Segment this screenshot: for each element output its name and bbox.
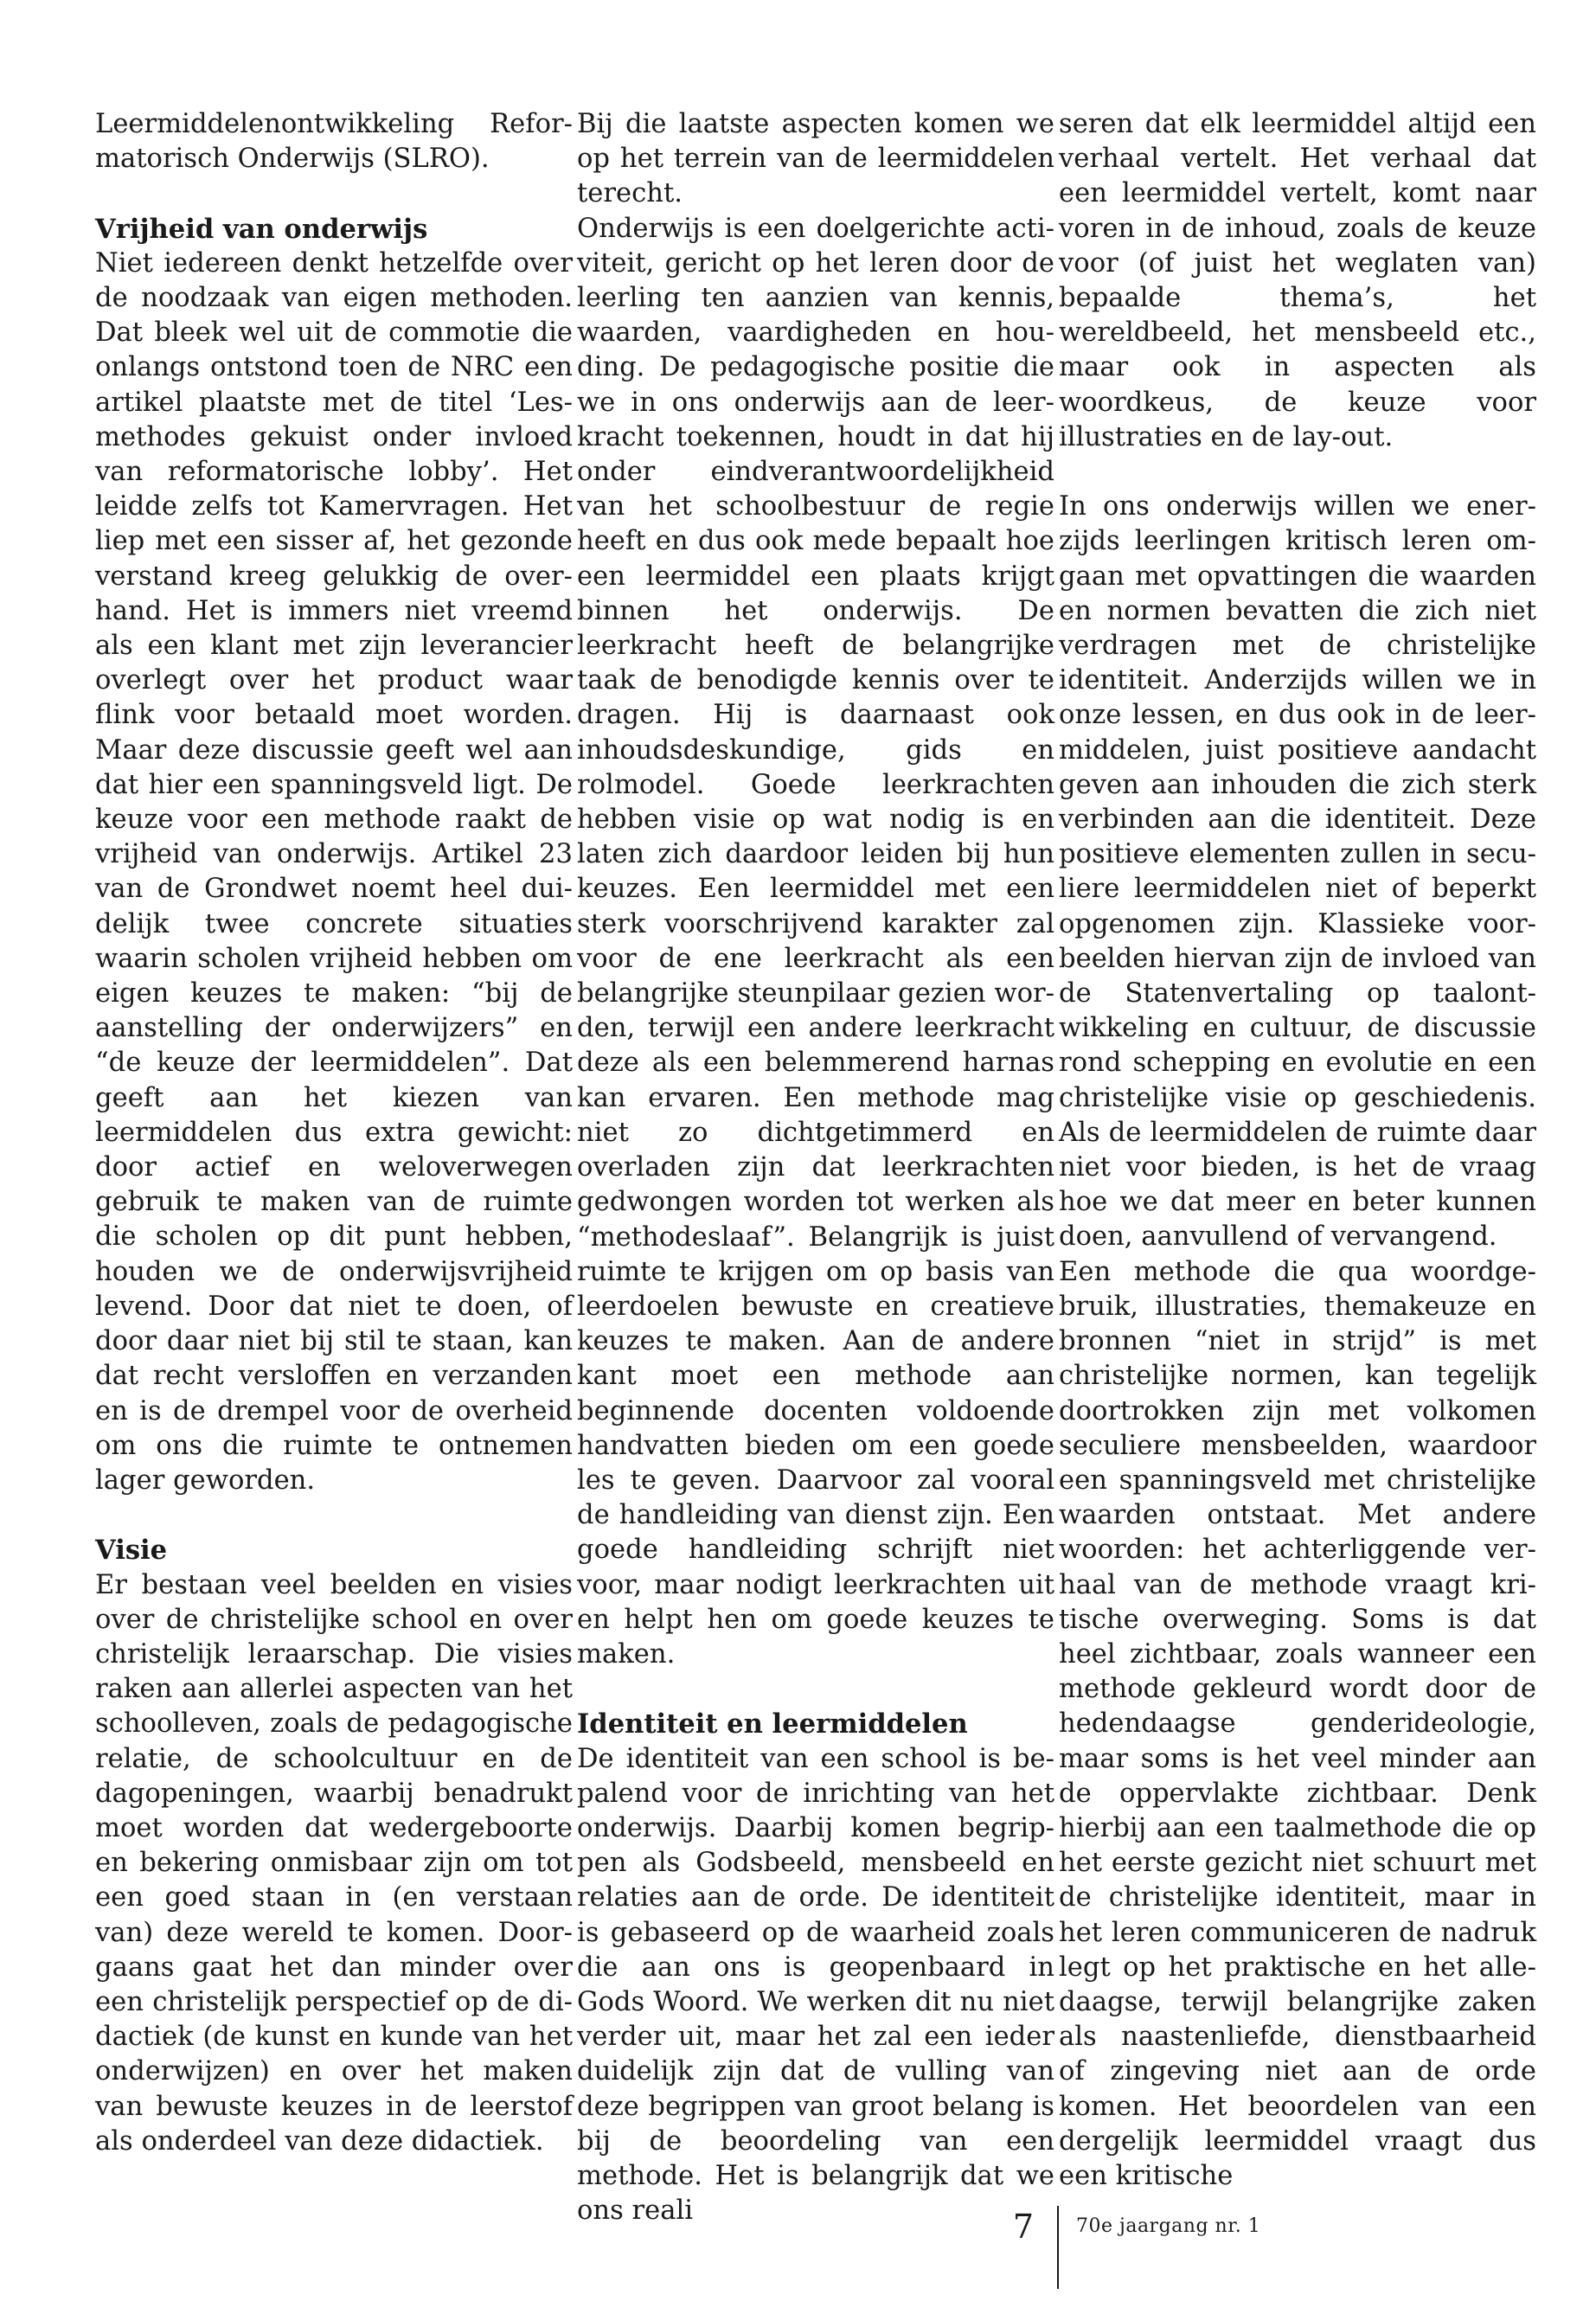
- paragraph: Onderwijs is een doelgerichte activiteit, gericht op het leren door de leerling ten aanzien van kennis, waarden, vaardigheden en houding. De pedagogische positie die we in ons onderwijs aan de leerkracht toekennen, houdt in dat hij onder eindverantwoordelijkheid van het schoolbestuur de regie heeft en dus ook mede bepaalt hoe een leermiddel een plaats krijgt binnen het onderwijs. De leerkracht heeft de belangrijke taak de benodigde kennis over te dragen. Hij is daarnaast ook inhoudsdeskundige, gids en rolmodel. Goede leerkrachten hebben visie op wat nodig is en laten zich daardoor leiden bij hun keuzes. Een leermiddel met een sterk voorschrijvend karakter zal voor de ene leerkracht als een belangrijke steunpilaar gezien worden, terwijl een andere leerkracht deze als een belemmerend harnas kan ervaren. Een methode mag niet zo dichtgetimmerd en overladen zijn dat leerkrachten gedwongen worden tot werken als “methodeslaaf”. Belangrijk is juist ruimte te krijgen om op basis van leerdoelen bewuste en creatieve keuzes te maken. Aan de andere kant moet een methode aan beginnende docenten voldoende handvatten bieden om een goede les te geven. Daarvoor zal vooral de handleiding van dienst zijn. Een goede handleiding schrijft niet voor, maar nodigt leerkrachten uit en helpt hen om goede keuzes te maken.: [577, 213, 1054, 1670]
- section-heading-vrijheid: Vrijheid van onderwijs: [95, 213, 428, 245]
- issue-label: 70e jaargang nr. 1: [1076, 2215, 1261, 2237]
- paragraph: Leermiddelenontwikkeling Reformatorisch Onderwijs (SLRO).: [95, 109, 573, 175]
- paragraph: De identiteit van een school is bepalend voor de inrichting van het onderwijs. Daarbij komen begrippen als Godsbeeld, mensbeeld en relaties aan de orde. De identiteit is gebaseerd op de waarheid zoals die aan ons is geopenbaard in Gods Woord. We werken dit nu niet verder uit, maar het zal een ieder duidelijk zijn dat de vulling van deze begrippen van groot belang is bij de beoordeling van een methode. Het is belangrijk dat we ons reali: [577, 1743, 1054, 2227]
- column-1: [95, 107, 573, 2159]
- page-number: 7: [1012, 2208, 1034, 2246]
- footer-divider: [1057, 2206, 1059, 2289]
- paragraph: In ons onderwijs willen we enerzijds leerlingen kritisch leren omgaan met opvattingen die waarden en normen bevatten die zich niet verdragen met de christelijke identiteit. Anderzijds willen we in onze lessen, en dus ook in de leermiddelen, juist positieve aandacht geven aan inhouden die zich sterk verbinden aan die identiteit. Deze positieve elementen zullen in seculiere leermiddelen niet of beperkt opgenomen zijn. Klassieke voorbeelden hiervan zijn de invloed van de Statenvertaling op taalontwikkeling en cultuur, de discussie rond schepping en evolutie en een christelijke visie op geschiedenis. Als de leermiddelen de ruimte daar niet voor bieden, is het de vraag hoe we dat meer en beter kunnen doen, aanvullend of vervangend.: [1059, 491, 1536, 1253]
- paragraph: Bij die laatste aspecten komen we op het terrein van de leermiddelen terecht.: [577, 109, 1054, 209]
- paragraph: Er bestaan veel beelden en visies over de christelijke school en over christelijk leraarschap. Die visies raken aan allerlei aspecten van het schoolleven, zoals de pedagogische relatie, de schoolcultuur en de dagopeningen, waarbij benadrukt moet worden dat wedergeboorte en bekering onmisbaar zijn om tot een goed staan in (en verstaan van) deze wereld te komen. Doorgaans gaat het dan minder over een christelijk perspectief op de didactiek (de kunst en kunde van het onderwijzen) en over het maken van bewuste keuzes in de leerstof als onderdeel van deze didactiek.: [95, 1569, 573, 2157]
- section-heading-identiteit: Identiteit en leermiddelen: [577, 1708, 968, 1740]
- page-footer: [0, 2197, 1596, 2301]
- paragraph: Niet iedereen denkt hetzelfde over de noodzaak van eigen methoden. Dat bleek wel uit de commotie die onlangs ontstond toen de NRC een artikel plaatste met de titel ‘Lesmethodes gekuist onder invloed van reformatorische lobby’. Het leidde zelfs tot Kamervragen. Het liep met een sisser af, het gezonde verstand kreeg gelukkig de overhand. Het is immers niet vreemd als een klant met zijn leverancier overlegt over het product waar flink voor betaald moet worden. Maar deze discussie geeft wel aan dat hier een spanningsveld ligt. De keuze voor een methode raakt de vrijheid van onderwijs. Artikel 23 van de Grondwet noemt heel duidelijk twee concrete situaties waarin scholen vrijheid hebben om eigen keuzes te maken: “bij de aanstelling der onderwijzers” en “de keuze der leermiddelen”. Dat geeft aan het kiezen van leermiddelen dus extra gewicht: door actief en weloverwegen gebruik te maken van de ruimte die scholen op dit punt hebben, houden we de onderwijsvrijheid levend. Door dat niet te doen, of door daar niet bij stil te staan, kan dat recht versloffen en verzanden en is de drempel voor de overheid om ons die ruimte te ontnemen lager geworden.: [95, 247, 573, 1496]
- column-2: [577, 107, 1054, 2228]
- paragraph: seren dat elk leermiddel altijd een verhaal vertelt. Het verhaal dat een leermiddel vertelt, komt naar voren in de inhoud, zoals de keuze voor (of juist het weglaten van) bepaalde thema’s, het wereldbeeld, het mensbeeld etc., maar ook in aspecten als woordkeus, de keuze voor illustraties en de lay-out.: [1059, 109, 1536, 452]
- section-heading-visie: Visie: [95, 1535, 168, 1567]
- paragraph: Een methode die qua woordgebruik, illustraties, themakeuze en bronnen “niet in strijd” is met christelijke normen, kan tegelijk doortrokken zijn met volkomen seculiere mensbeelden, waardoor een spanningsveld met christelijke waarden ontstaat. Met andere woorden: het achterliggende verhaal van de methode vraagt kritische overweging. Soms is dat heel zichtbaar, zoals wanneer een methode gekleurd wordt door de hedendaagse genderideologie, maar soms is het veel minder aan de oppervlakte zichtbaar. Denk hierbij aan een taalmethode die op het eerste gezicht niet schuurt met de christelijke identiteit, maar in het leren communiceren de nadruk legt op het praktische en het alledaagse, terwijl belangrijke zaken als naastenliefde, dienstbaarheid of zingeving niet aan de orde komen. Het beoordelen van een dergelijk leermiddel vraagt dus een kritische: [1059, 1256, 1536, 2191]
- column-3: [1059, 107, 1536, 2194]
